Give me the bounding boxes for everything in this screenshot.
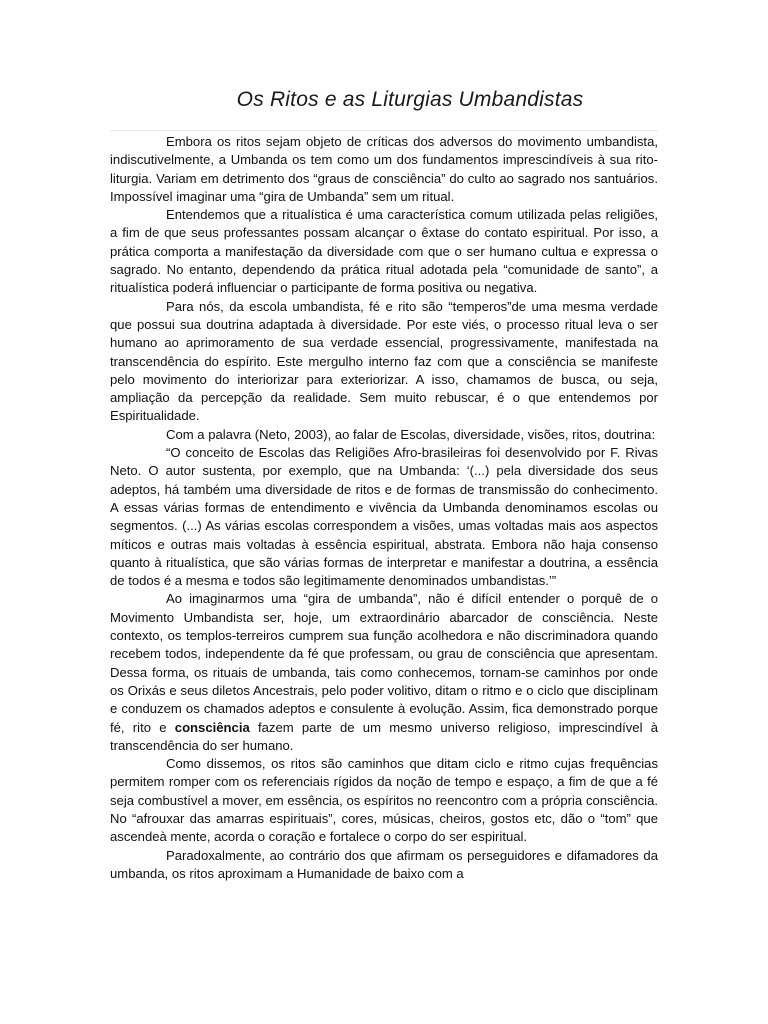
page-title: Os Ritos e as Liturgias Umbandistas [236,88,584,111]
paragraph-6 [110,590,658,755]
quote-paragraph: “O conceito de Escolas das Religiões Afro-brasileiras foi desenvolvido por F. Rivas Neto. O autor sustenta, por exemplo, que na Umbanda: ‘(...) pela diversidade dos seus adeptos, há também uma diversidade de ritos e de formas de transmissão do conhecimento. A essas várias formas de entendimento e vivência da Umbanda denominamos escolas ou segmentos. (...) As várias escolas correspondem a visões, umas voltadas mais aos aspectos míticos e outras mais voltadas à essência espiritual, abstrata. Embora não haja consenso quanto à ritualística, que são várias formas de interpretar e manifestar a doutrina, a essência de todos é a mesma e todos são legitimamente denominados umbandistas.’” [110,445,658,589]
paragraph-2: Entendemos que a ritualística é uma característica comum utilizada pelas religiões, a fim de que seus professantes possam alcançar o êxtase do contato espiritual. Por isso, a prática comporta a manifestação da diversidade com que o ser humano cultua e expressa o sagrado. No entanto, dependendo da prática ritual adotada pela “comunidade de santo”, a ritualística poderá influenciar o participante de forma positiva ou negativa. [110,207,658,296]
paragraph-8: Paradoxalmente, ao contrário dos que afirmam os perseguidores e difamadores da umbanda, os ritos aproximam a Humanidade de baixo com a [110,847,658,881]
paragraph-3: Para nós, da escola umbandista, fé e rito são “temperos”de uma mesma verdade que possui sua doutrina adaptada à diversidade. Por este viés, o processo ritual leva o ser humano ao aprimoramento de sua verdade essencial, progressivamente, manifestada na transcendência do espírito. Este mergulho interno faz com que a consciência se manifeste pelo movimento do interiorizar para exteriorizar. A isso, chamamos de busca, ou seja, ampliação da percepção da realidade. Sem muito rebuscar, é o que entendemos por Espiritualidade. [110,298,658,424]
paragraph-1: Embora os ritos sejam objeto de críticas dos adversos do movimento umbandista, indiscutivelmente, a Umbanda os tem como um dos fundamentos imprescindíveis à sua rito-liturgia. Variam em detrimento dos “graus de consciência” do culto ao sagrado nos santuários. Impossível imaginar uma “gira de Umbanda” sem um ritual. [110,134,658,204]
bold-word: consciência [174,719,250,735]
paragraph-6-tail: fazem parte de um mesmo universo religioso, imprescindível à transcendência do ser humano. [110,719,659,753]
paragraph-6-text: Ao imaginarmos uma “gira de umbanda”, não é difícil entender o porquê de o Movimento Umbandista ser, hoje, um extraordinário abarcador de consciência. Neste contexto, os templos-terreiros cumprem sua função acolhedora e não discriminadora quando recebem todos, independente da fé que professam, ou grau de consciência que apresentam. Dessa forma, os rituais de umbanda, tais como conhecemos, tornam-se caminhos por onde os Orixás e seus diletos Ancestrais, pelo poder volitivo, ditam o ritmo e o ciclo que disciplinam e conduzem os chamados adeptos e consulente à evolução. Assim, fica demonstrado porque fé, rito e [110,591,658,735]
paragraph-7: Como dissemos, os ritos são caminhos que ditam ciclo e ritmo cujas frequências permitem romper com os referenciais rígidos da noção de tempo e espaço, a fim de que a fé seja combustível a mover, em essência, os espíritos no reencontro com a própria consciência. No “afrouxar das amarras espirituais”, cores, músicas, cheiros, gostos etc, dão o “tom” que ascendeà mente, acorda o coração e fortalece o corpo do ser espiritual. [110,756,658,845]
header-divider [110,130,658,131]
document-body [110,133,658,883]
paragraph-4: Com a palavra (Neto, 2003), ao falar de Escolas, diversidade, visões, ritos, doutrina: [166,426,656,442]
